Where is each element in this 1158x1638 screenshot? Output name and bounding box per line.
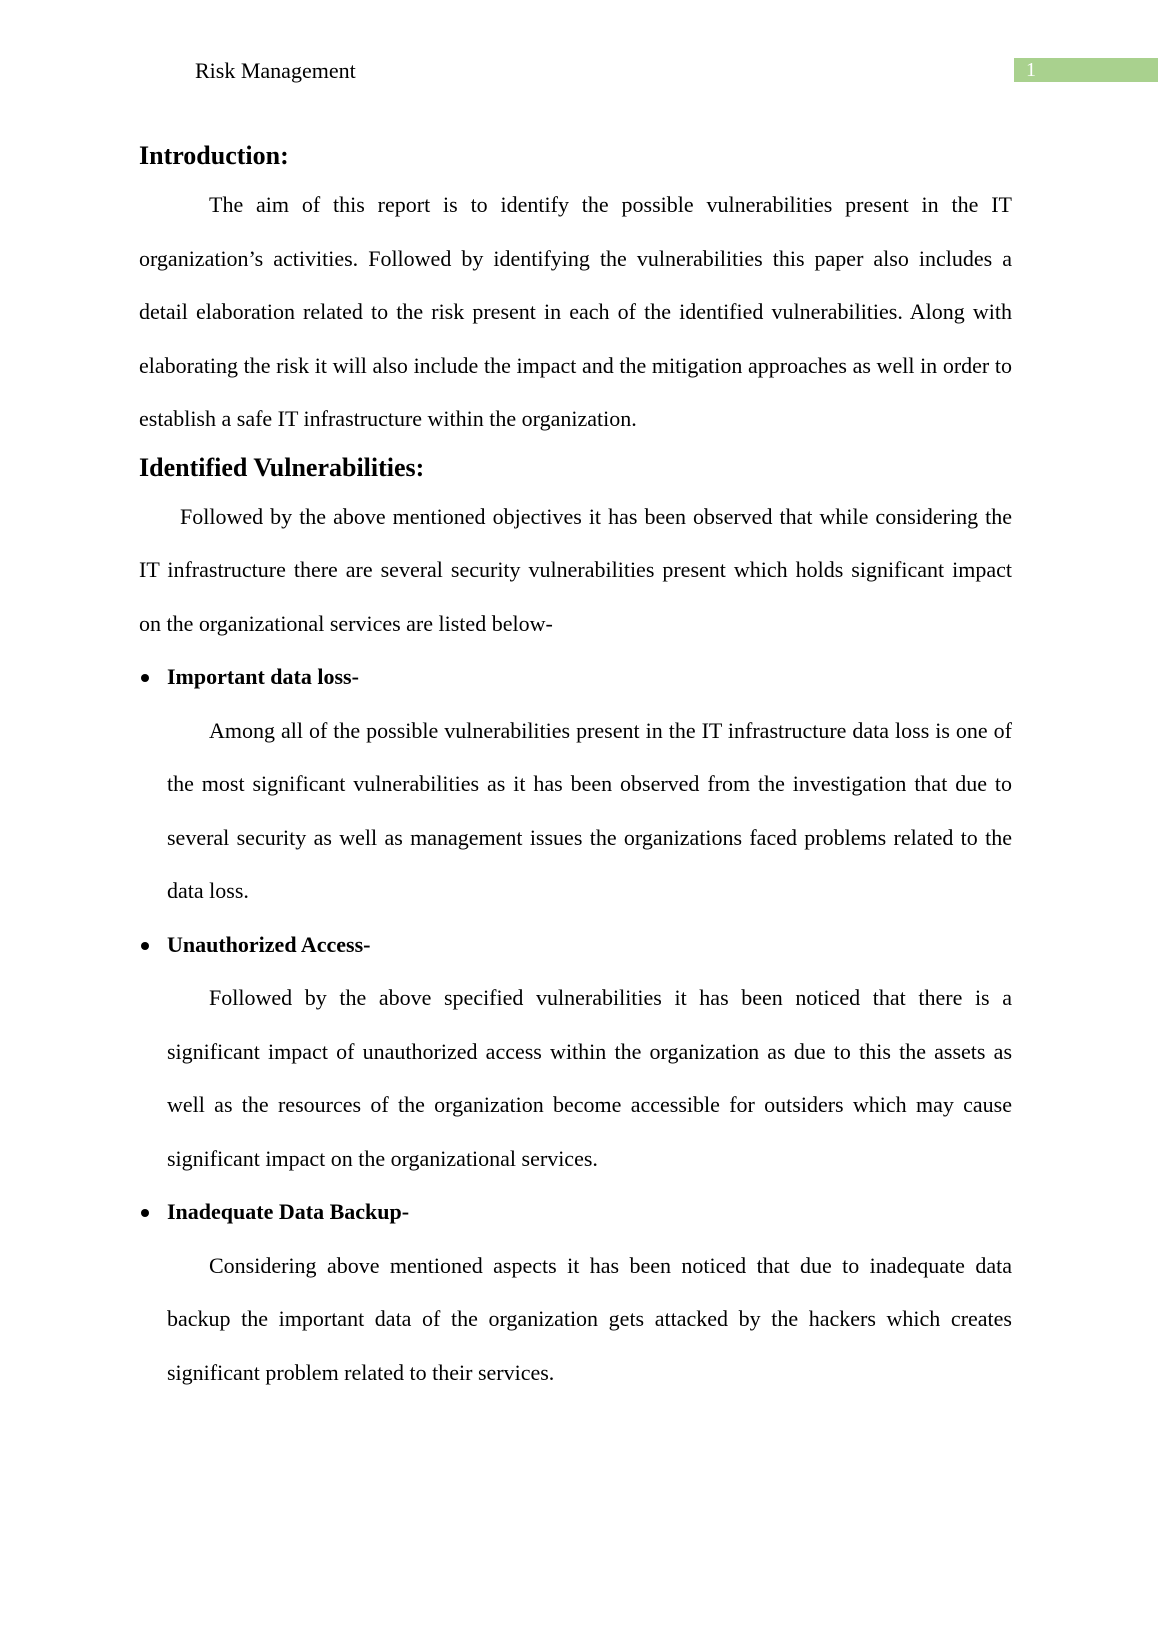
- bullet-icon: [141, 942, 149, 950]
- vulnerability-description: Followed by the above specified vulnerabilities it has been noticed that there is a significant impact of unauthorized access within the organization as due to this the assets as well as the resources of the organization become accessible for outsiders which may cause significant impact on the organizational services.: [167, 985, 1012, 1171]
- vulnerability-title: Inadequate Data Backup-: [167, 1199, 410, 1224]
- page-number: 1: [1014, 58, 1158, 82]
- introduction-heading: Introduction:: [139, 141, 289, 170]
- vulnerability-title: Unauthorized Access-: [167, 931, 371, 957]
- bullet-icon: [141, 1209, 149, 1217]
- running-header-title: Risk Management: [195, 58, 356, 83]
- bullet-icon: [141, 674, 149, 682]
- vulnerability-description: Among all of the possible vulnerabilities present in the IT infrastructure data loss is one of the most significant vulnerabilities as it has been observed from the investigation that due to several security as well as management issues the organizations faced problems related to the data loss.: [167, 717, 1012, 903]
- document-body: [139, 134, 1012, 1399]
- vulnerability-description: Considering above mentioned aspects it has been noticed that due to inadequate data backup the important data of the organization gets attacked by the hackers which creates significant problem related to their services.: [167, 1252, 1012, 1385]
- list-item: [139, 650, 1012, 918]
- vulnerability-list: [139, 650, 1012, 1399]
- list-item: [139, 918, 1012, 1186]
- vulnerabilities-intro-paragraph: Followed by the above mentioned objectives it has been observed that while considering the IT infrastructure there are several security vulnerabilities present which holds significant impact on the organizational services are listed below-: [139, 503, 1012, 636]
- introduction-paragraph: The aim of this report is to identify the possible vulnerabilities present in the IT organization’s activities. Followed by identifying the vulnerabilities this paper also includes a detail elaboration related to the risk present in each of the identified vulnerabilities. Along with elaborating the risk it will also include the impact and the mitigation approaches as well in order to establish a safe IT infrastructure within the organization.: [139, 192, 1012, 431]
- vulnerabilities-heading: Identified Vulnerabilities:: [139, 452, 425, 482]
- vulnerability-title: Important data loss-: [167, 664, 359, 689]
- list-item: [139, 1185, 1012, 1399]
